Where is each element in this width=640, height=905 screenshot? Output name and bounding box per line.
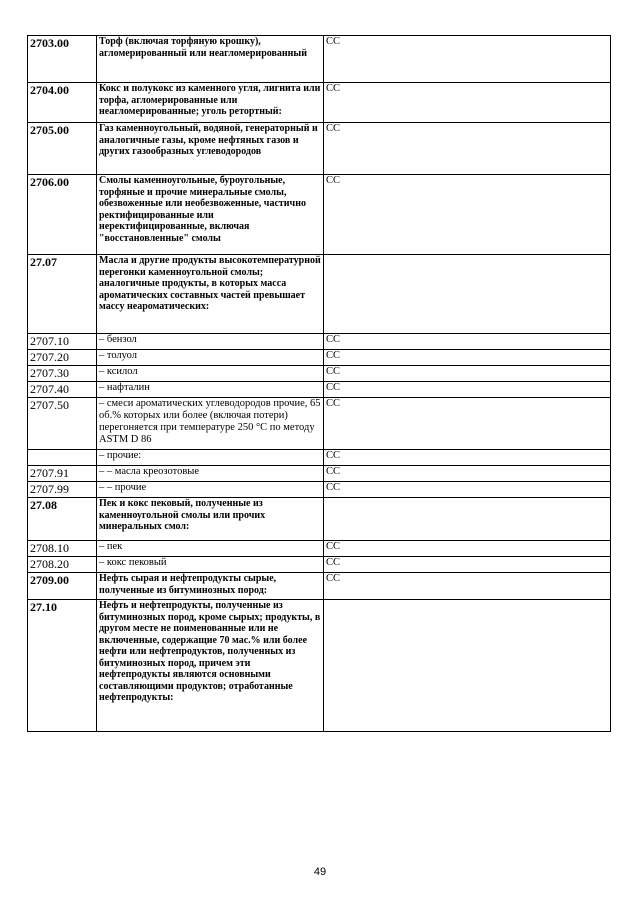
row-code-cell: 2704.00 — [28, 83, 97, 123]
row-document-cell: СС — [324, 36, 611, 83]
row-code-cell: 2705.00 — [28, 123, 97, 175]
table-row — [28, 255, 611, 334]
table-row — [28, 123, 611, 175]
tariff-table — [27, 35, 611, 732]
row-description-cell: – прочие: — [97, 450, 324, 466]
row-document-cell: СС — [324, 466, 611, 482]
page-number: 49 — [313, 866, 327, 878]
row-document-cell — [324, 255, 611, 334]
row-description-cell: Смолы каменноугольные, буроугольные, торфяные и прочие минеральные смолы, обезвоженные или необезвоженные, частично ректифицированные или неректифицированные, включая "восстановленные" смолы — [97, 175, 324, 255]
row-document-cell: СС — [324, 573, 611, 600]
row-code-cell — [28, 450, 97, 466]
row-document-cell: СС — [324, 398, 611, 450]
row-code-cell: 2707.20 — [28, 350, 97, 366]
row-description-cell: – смеси ароматических углеводородов прочие, 65 об.% которых или более (включая потери) перегоняется при температуре 250 °С по методу ASTM D 86 — [97, 398, 324, 450]
table-row — [28, 600, 611, 732]
table-row — [28, 334, 611, 350]
row-description-cell: – бензол — [97, 334, 324, 350]
table-row — [28, 541, 611, 557]
row-description-cell: – кокс пековый — [97, 557, 324, 573]
row-description-cell: – ксилол — [97, 366, 324, 382]
row-description-cell: Кокс и полукокс из каменного угля, лигнита или торфа, агломерированные или неагломерированные; уголь ретортный: — [97, 83, 324, 123]
row-description-cell: Газ каменноугольный, водяной, генераторный и аналогичные газы, кроме нефтяных газов и других газообразных углеводородов — [97, 123, 324, 175]
row-code-cell: 27.08 — [28, 498, 97, 541]
table-row — [28, 175, 611, 255]
row-code-cell: 2706.00 — [28, 175, 97, 255]
row-description-cell: – нафталин — [97, 382, 324, 398]
row-code-cell: 2708.20 — [28, 557, 97, 573]
row-document-cell — [324, 498, 611, 541]
row-code-cell: 2707.30 — [28, 366, 97, 382]
row-description-cell: Нефть сырая и нефтепродукты сырые, полученные из битуминозных пород: — [97, 573, 324, 600]
row-description-cell: – – прочие — [97, 482, 324, 498]
row-description-cell: – толуол — [97, 350, 324, 366]
row-document-cell — [324, 600, 611, 732]
row-document-cell: СС — [324, 382, 611, 398]
row-document-cell: СС — [324, 350, 611, 366]
row-document-cell: СС — [324, 83, 611, 123]
row-code-cell: 2707.10 — [28, 334, 97, 350]
row-code-cell: 27.07 — [28, 255, 97, 334]
row-document-cell: СС — [324, 366, 611, 382]
table-row — [28, 36, 611, 83]
table-row — [28, 573, 611, 600]
row-document-cell: СС — [324, 334, 611, 350]
row-code-cell: 2708.10 — [28, 541, 97, 557]
tariff-table-body — [28, 36, 611, 732]
row-code-cell: 2709.00 — [28, 573, 97, 600]
table-row — [28, 366, 611, 382]
row-code-cell: 2707.40 — [28, 382, 97, 398]
row-description-cell: – пек — [97, 541, 324, 557]
row-document-cell: СС — [324, 450, 611, 466]
row-code-cell: 27.10 — [28, 600, 97, 732]
table-row — [28, 450, 611, 466]
table-row — [28, 466, 611, 482]
row-description-cell: Масла и другие продукты высокотемпературной перегонки каменноугольной смолы; аналогичные продукты, в которых масса ароматических составных частей превышает массу неароматических: — [97, 255, 324, 334]
table-row — [28, 482, 611, 498]
table-row — [28, 382, 611, 398]
table-row — [28, 498, 611, 541]
row-code-cell: 2703.00 — [28, 36, 97, 83]
table-row — [28, 398, 611, 450]
table-row — [28, 557, 611, 573]
row-description-cell: Пек и кокс пековый, полученные из каменноугольной смолы или прочих минеральных смол: — [97, 498, 324, 541]
row-document-cell: СС — [324, 557, 611, 573]
row-description-cell: Нефть и нефтепродукты, полученные из битуминозных пород, кроме сырых; продукты, в другом месте не поименованные или не включенные, содержащие 70 мас.% или более нефти или нефтепродуктов, полученных из битуминозных пород, причем эти нефтепродукты являются основными составляющими продуктов; отработанные нефтепродукты: — [97, 600, 324, 732]
table-row — [28, 350, 611, 366]
row-code-cell: 2707.50 — [28, 398, 97, 450]
row-document-cell: СС — [324, 541, 611, 557]
row-code-cell: 2707.99 — [28, 482, 97, 498]
row-code-cell: 2707.91 — [28, 466, 97, 482]
table-row — [28, 83, 611, 123]
row-document-cell: СС — [324, 123, 611, 175]
row-document-cell: СС — [324, 175, 611, 255]
row-description-cell: Торф (включая торфяную крошку), агломерированный или неагломерированный — [97, 36, 324, 83]
row-description-cell: – – масла креозотовые — [97, 466, 324, 482]
row-document-cell: СС — [324, 482, 611, 498]
